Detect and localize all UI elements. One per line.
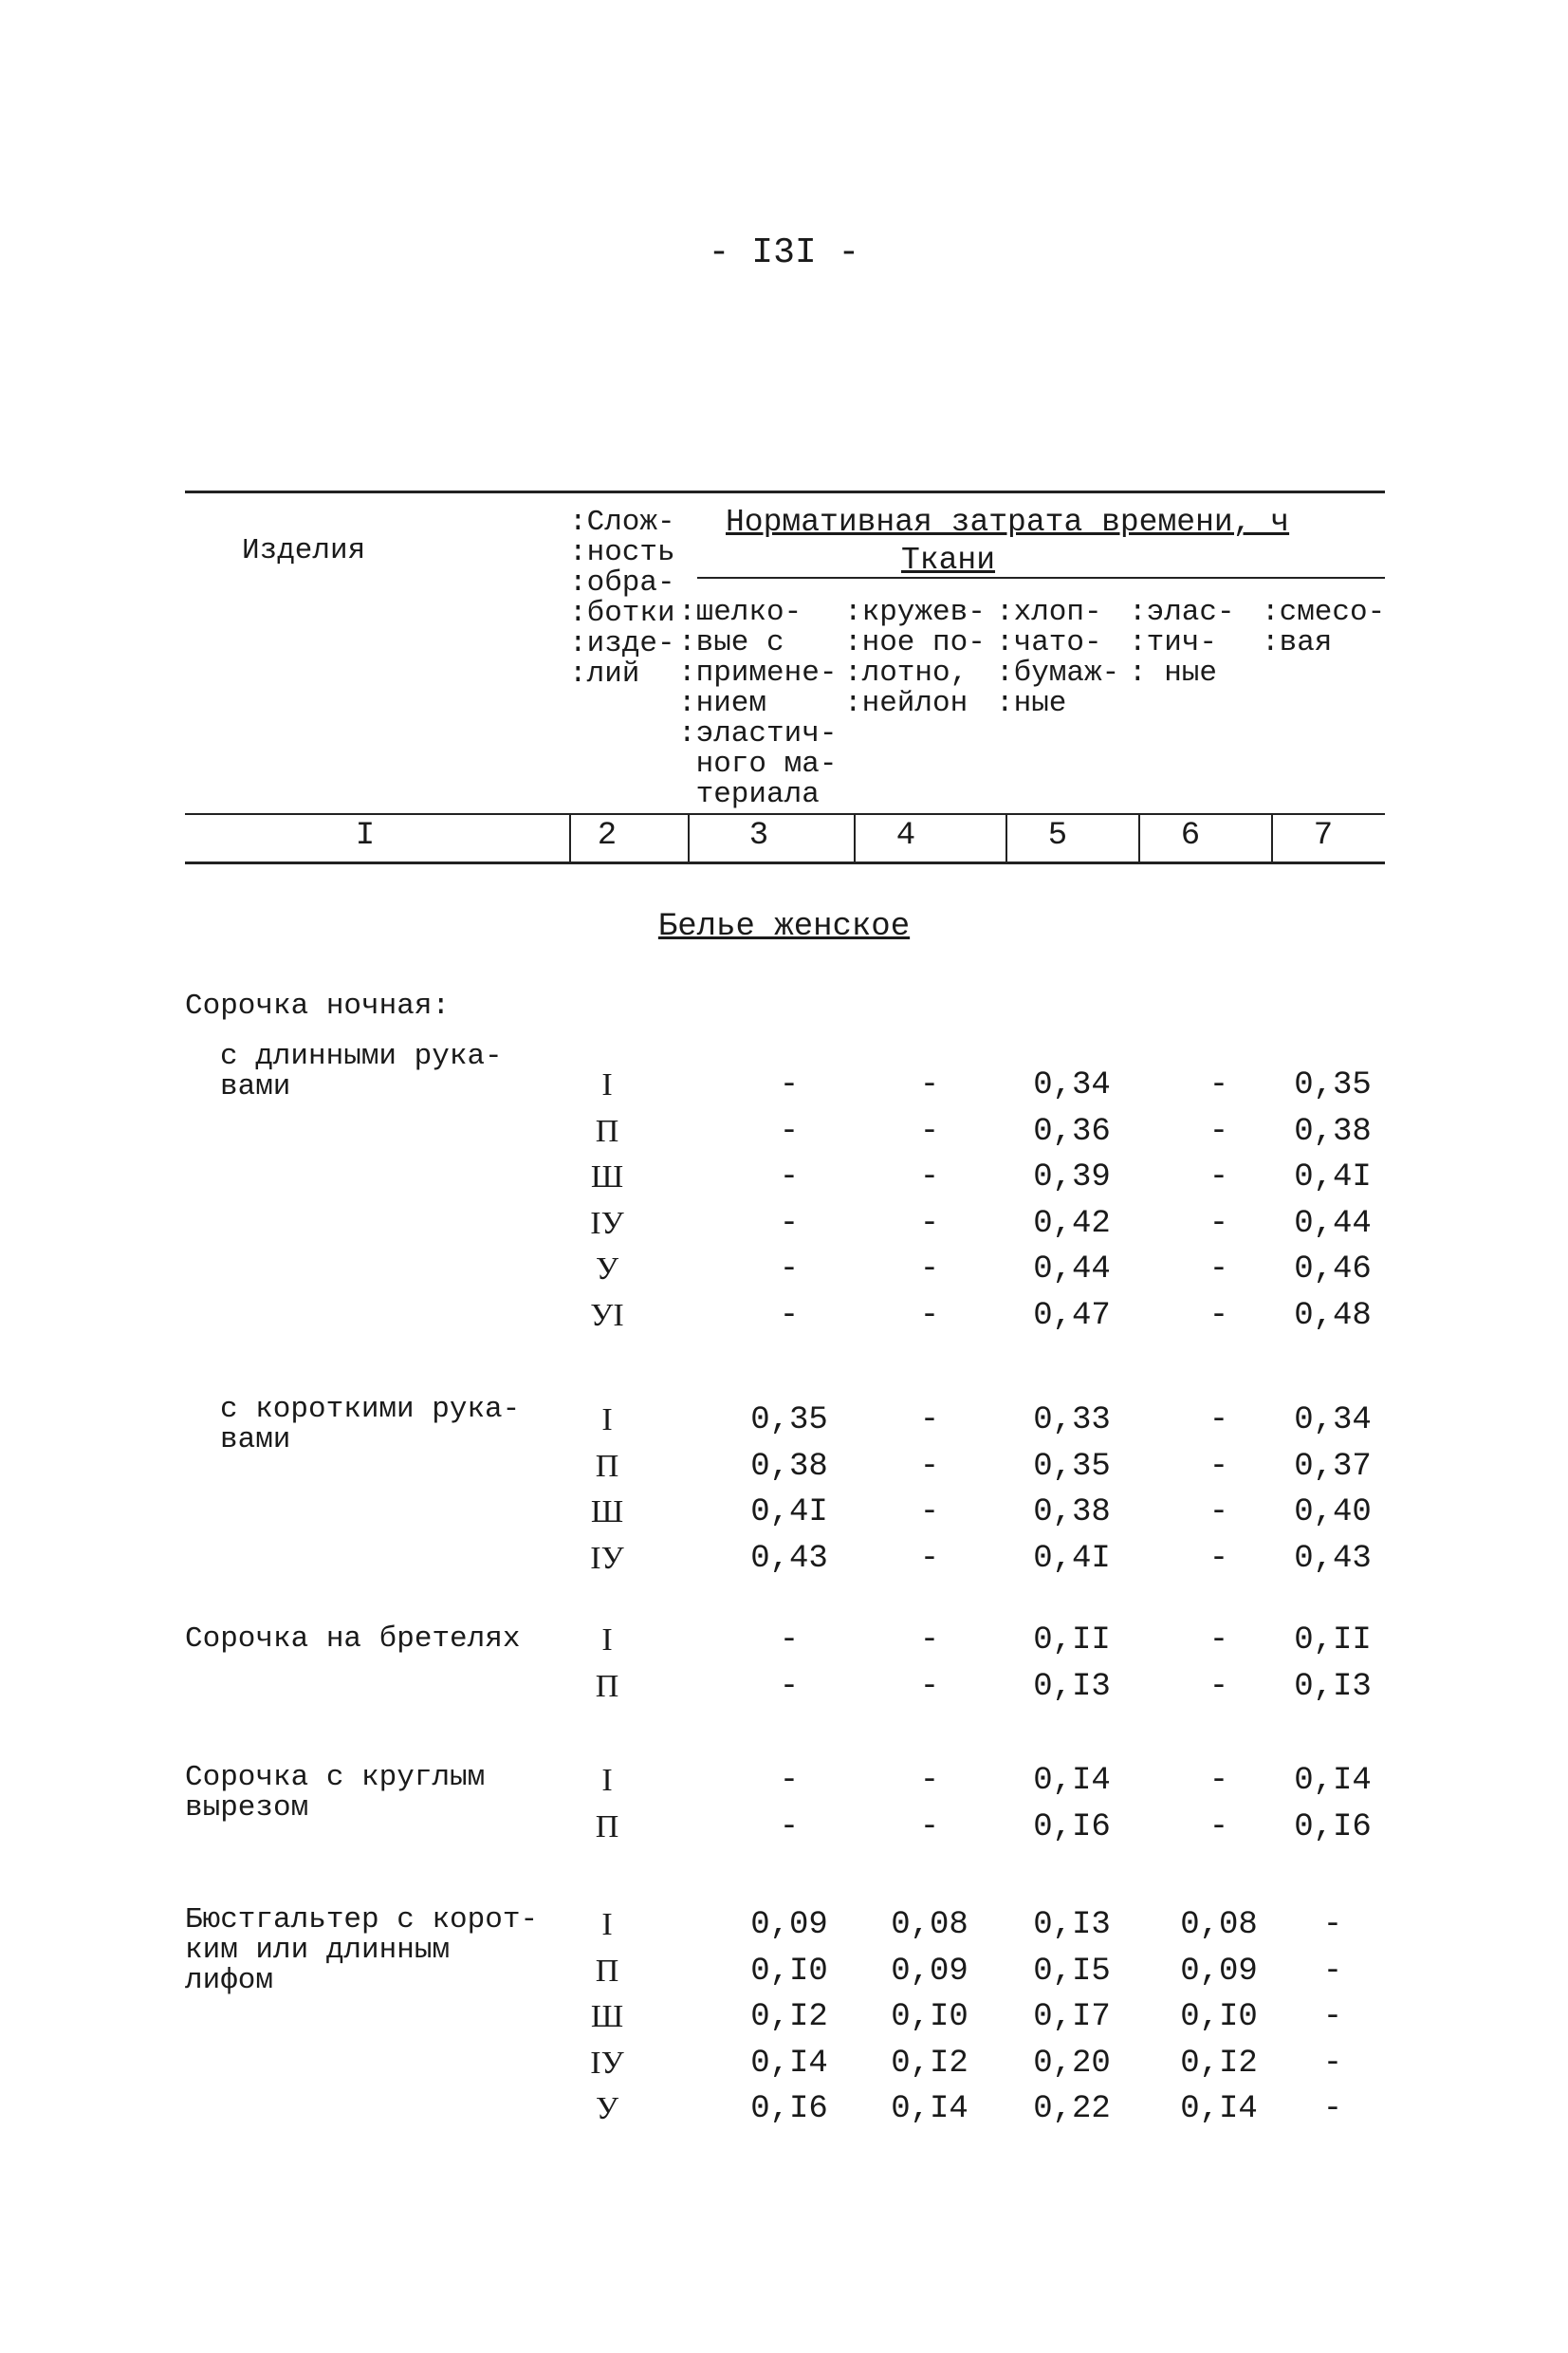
fabrics-header: Ткани — [901, 543, 996, 578]
column-number-2: 2 — [597, 818, 618, 854]
fabrics-rule — [697, 577, 1385, 579]
value-cell: 0,I2 — [891, 2046, 968, 2082]
col-elastic-header: :элас- :тич- : ные — [1129, 596, 1235, 690]
value-cell: 0,09 — [1180, 1954, 1258, 1990]
value-cell: 0,I4 — [750, 2046, 828, 2082]
complexity-cell: I — [601, 1067, 613, 1102]
group-title: Сорочка на бретелях — [185, 1622, 521, 1656]
column-number-1: I — [355, 818, 376, 854]
value-cell: 0,II — [1294, 1622, 1372, 1658]
value-cell: - — [919, 1251, 940, 1288]
value-cell: 0,47 — [1033, 1298, 1111, 1334]
value-cell: 0,I2 — [1180, 2046, 1258, 2082]
value-cell: - — [779, 1298, 800, 1334]
value-cell: - — [919, 1669, 940, 1705]
col-divider — [688, 814, 690, 862]
value-cell: - — [1208, 1159, 1229, 1195]
complexity-cell: IУ — [590, 2046, 624, 2081]
value-cell: - — [919, 1809, 940, 1845]
value-cell: 0,4I — [1294, 1159, 1372, 1195]
col-divider — [569, 814, 571, 862]
value-cell: 0,I0 — [891, 1999, 968, 2035]
column-number-4: 4 — [895, 818, 916, 854]
value-cell: - — [1208, 1449, 1229, 1485]
col-divider — [1138, 814, 1140, 862]
value-cell: 0,43 — [750, 1541, 828, 1577]
value-cell: 0,35 — [1033, 1449, 1111, 1485]
value-cell: 0,46 — [1294, 1251, 1372, 1288]
complexity-cell: Ш — [590, 1999, 624, 2034]
value-cell: - — [1208, 1541, 1229, 1577]
value-cell: 0,I4 — [1033, 1763, 1111, 1799]
value-cell: - — [779, 1114, 800, 1150]
col-divider — [854, 814, 856, 862]
column-number-3: 3 — [748, 818, 769, 854]
value-cell: 0,08 — [891, 1907, 968, 1943]
complexity-cell: П — [595, 1809, 619, 1844]
value-cell: 0,38 — [1033, 1494, 1111, 1530]
value-cell: 0,36 — [1033, 1114, 1111, 1150]
value-cell: 0,33 — [1033, 1402, 1111, 1438]
value-cell: - — [1208, 1622, 1229, 1658]
complexity-cell: У — [595, 1251, 619, 1287]
complexity-cell: Ш — [590, 1159, 624, 1195]
value-cell: - — [1208, 1298, 1229, 1334]
col-divider — [1005, 814, 1007, 862]
value-cell: 0,09 — [750, 1907, 828, 1943]
value-cell: - — [919, 1449, 940, 1485]
group-subtitle: с длинными рука- вами — [220, 1040, 503, 1103]
value-cell: 0,40 — [1294, 1494, 1372, 1530]
value-cell: 0,22 — [1033, 2091, 1111, 2127]
value-cell: 0,09 — [891, 1954, 968, 1990]
col-silk-header: :шелко- :вые с :примене- :нием :эластич- ного ма- териала — [678, 596, 838, 811]
value-cell: - — [1208, 1809, 1229, 1845]
column-number-7: 7 — [1313, 818, 1334, 854]
value-cell: 0,4I — [750, 1494, 828, 1530]
value-cell: - — [779, 1622, 800, 1658]
complexity-header: :Слож- :ность :обра- :ботки :изде- :лий — [569, 506, 675, 691]
value-cell: - — [1322, 1907, 1343, 1943]
value-cell: 0,I6 — [1294, 1809, 1372, 1845]
value-cell: - — [919, 1402, 940, 1438]
value-cell: - — [919, 1622, 940, 1658]
value-cell: - — [1208, 1067, 1229, 1103]
value-cell: 0,I4 — [891, 2091, 968, 2127]
value-cell: 0,I4 — [1180, 2091, 1258, 2127]
value-cell: - — [779, 1251, 800, 1288]
col-mixed-header: :смесо- :вая — [1262, 596, 1386, 659]
column-numbers-rule — [185, 862, 1385, 864]
value-cell: - — [1208, 1206, 1229, 1242]
value-cell: 0,48 — [1294, 1298, 1372, 1334]
value-cell: - — [919, 1067, 940, 1103]
value-cell: - — [779, 1206, 800, 1242]
col-lace-header: :кружев- :ное по- :лотно, :нейлон — [844, 596, 986, 720]
complexity-cell: I — [601, 1907, 613, 1942]
value-cell: 0,34 — [1033, 1067, 1111, 1103]
complexity-cell: IУ — [590, 1541, 624, 1576]
value-cell: 0,34 — [1294, 1402, 1372, 1438]
value-cell: - — [1208, 1494, 1229, 1530]
value-cell: - — [1322, 2091, 1343, 2127]
value-cell: 0,I3 — [1033, 1907, 1111, 1943]
value-cell: 0,4I — [1033, 1541, 1111, 1577]
value-cell: 0,44 — [1294, 1206, 1372, 1242]
complexity-cell: У — [595, 2091, 619, 2126]
value-cell: - — [779, 1763, 800, 1799]
value-cell: 0,I3 — [1294, 1669, 1372, 1705]
value-cell: 0,35 — [1294, 1067, 1372, 1103]
value-cell: 0,I4 — [1294, 1763, 1372, 1799]
page-number: - I3I - — [708, 232, 860, 273]
complexity-cell: I — [601, 1402, 613, 1437]
value-cell: 0,38 — [750, 1449, 828, 1485]
group-title: Сорочка ночная: — [185, 990, 451, 1023]
group-subtitle: с короткими рука- вами — [220, 1393, 521, 1456]
value-cell: - — [779, 1067, 800, 1103]
col-divider — [1271, 814, 1273, 862]
value-cell: 0,37 — [1294, 1449, 1372, 1485]
value-cell: - — [779, 1669, 800, 1705]
value-cell: - — [919, 1159, 940, 1195]
value-cell: 0,I3 — [1033, 1669, 1111, 1705]
section-title: Белье женское — [657, 909, 911, 945]
complexity-cell: П — [595, 1449, 619, 1484]
value-cell: 0,I6 — [1033, 1809, 1111, 1845]
col-cotton-header: :хлоп- :чато- :бумаж- :ные — [996, 596, 1120, 720]
value-cell: 0,I5 — [1033, 1954, 1111, 1990]
value-cell: - — [779, 1809, 800, 1845]
value-cell: - — [1208, 1402, 1229, 1438]
group-title: Бюстгальтер с корот- ким или длинным лифом — [185, 1903, 539, 1997]
value-cell: 0,42 — [1033, 1206, 1111, 1242]
value-cell: - — [779, 1159, 800, 1195]
complexity-cell: IУ — [590, 1206, 624, 1241]
complexity-cell: I — [601, 1763, 613, 1798]
complexity-cell: I — [601, 1622, 613, 1658]
value-cell: - — [919, 1114, 940, 1150]
value-cell: - — [1322, 1954, 1343, 1990]
value-cell: 0,I0 — [1180, 1999, 1258, 2035]
value-cell: - — [919, 1763, 940, 1799]
value-cell: 0,39 — [1033, 1159, 1111, 1195]
column-number-6: 6 — [1180, 818, 1201, 854]
value-cell: 0,I7 — [1033, 1999, 1111, 2035]
value-cell: 0,I6 — [750, 2091, 828, 2127]
value-cell: - — [1322, 1999, 1343, 2035]
norm-time-header: Нормативная затрата времени, ч — [726, 505, 1290, 540]
value-cell: 0,08 — [1180, 1907, 1258, 1943]
column-number-5: 5 — [1047, 818, 1068, 854]
value-cell: 0,I2 — [750, 1999, 828, 2035]
complexity-cell: П — [595, 1669, 619, 1704]
value-cell: - — [1208, 1251, 1229, 1288]
value-cell: - — [919, 1206, 940, 1242]
header-bottom-rule — [185, 813, 1385, 815]
value-cell: 0,38 — [1294, 1114, 1372, 1150]
value-cell: - — [919, 1298, 940, 1334]
value-cell: 0,II — [1033, 1622, 1111, 1658]
value-cell: - — [1208, 1669, 1229, 1705]
complexity-cell: УI — [590, 1298, 624, 1333]
value-cell: 0,44 — [1033, 1251, 1111, 1288]
value-cell: 0,20 — [1033, 2046, 1111, 2082]
value-cell: - — [1208, 1114, 1229, 1150]
header-top-rule — [185, 491, 1385, 493]
value-cell: - — [919, 1494, 940, 1530]
value-cell: 0,43 — [1294, 1541, 1372, 1577]
value-cell: - — [1322, 2046, 1343, 2082]
group-title: Сорочка с круглым вырезом — [185, 1761, 486, 1825]
value-cell: 0,35 — [750, 1402, 828, 1438]
complexity-cell: Ш — [590, 1494, 624, 1529]
value-cell: - — [919, 1541, 940, 1577]
complexity-cell: П — [595, 1114, 619, 1149]
value-cell: - — [1208, 1763, 1229, 1799]
complexity-cell: П — [595, 1954, 619, 1989]
products-header: Изделия — [242, 534, 366, 567]
value-cell: 0,I0 — [750, 1954, 828, 1990]
